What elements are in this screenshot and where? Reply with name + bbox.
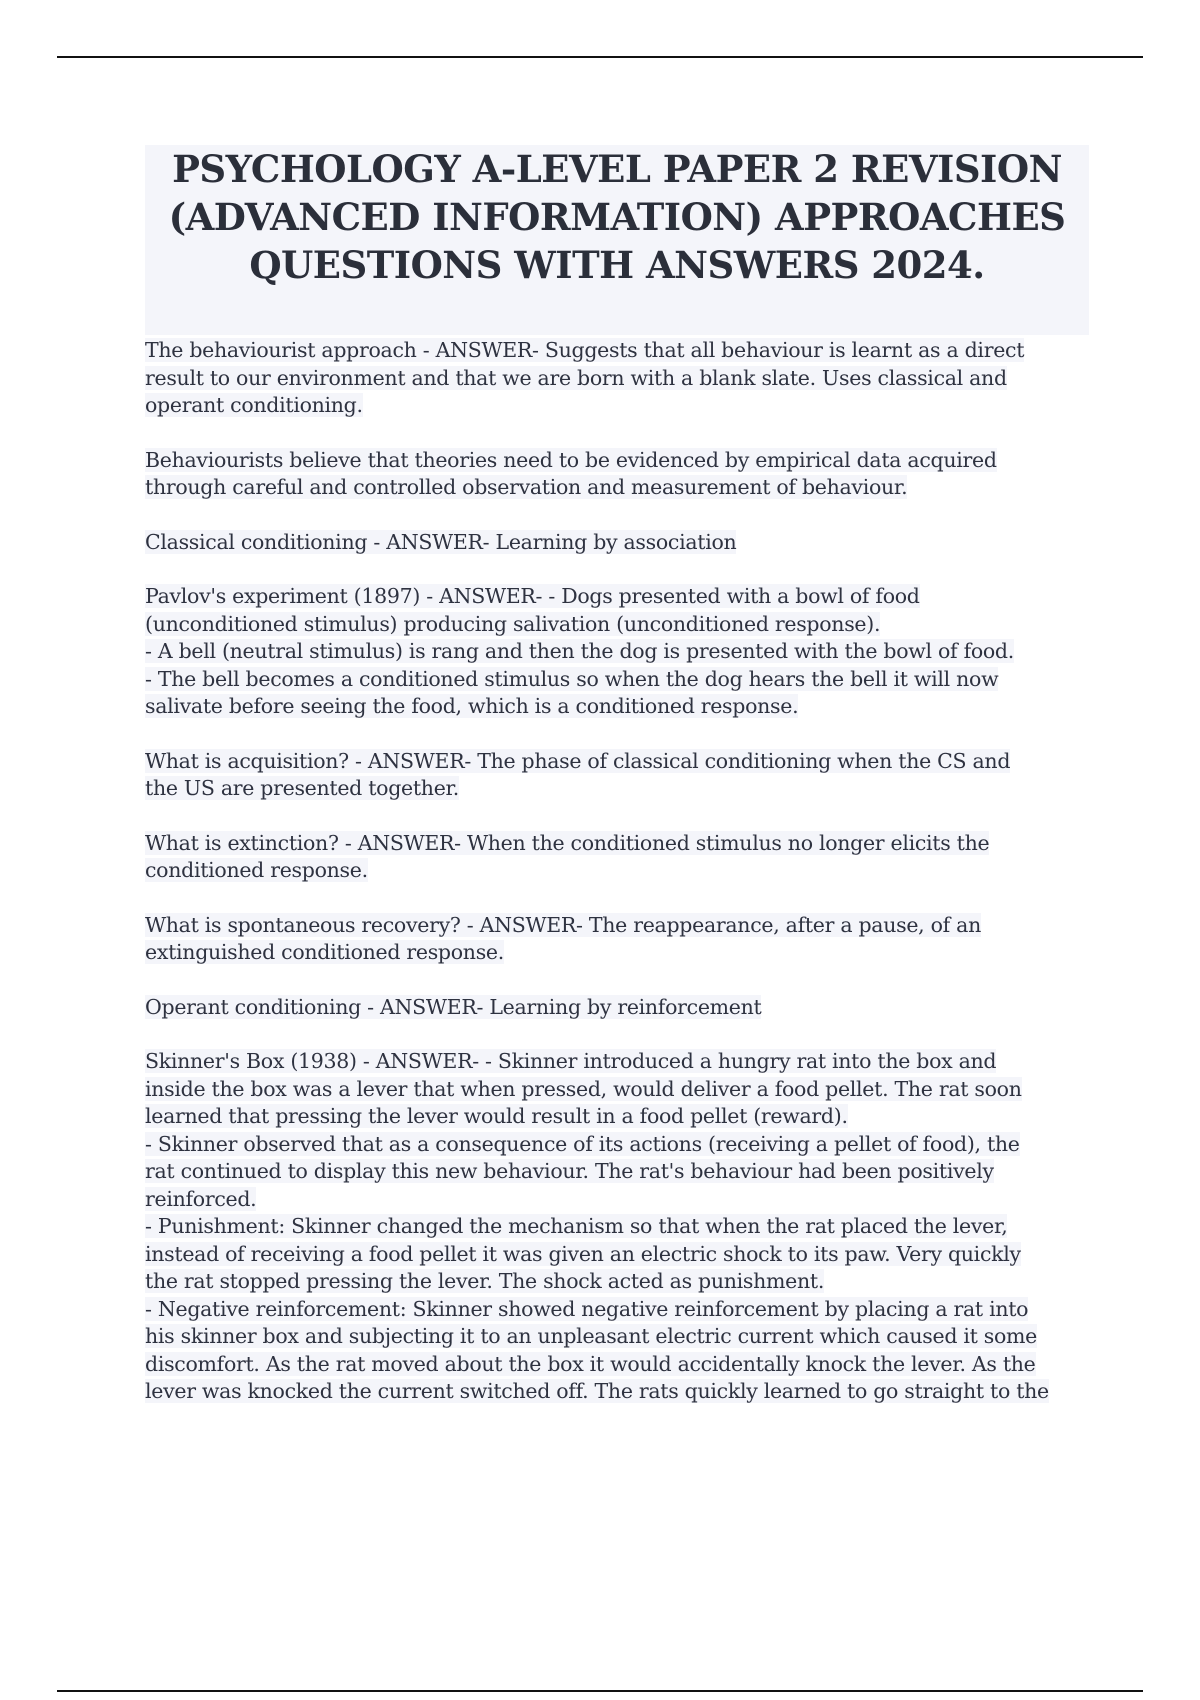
text-line <box>145 1186 1085 1214</box>
paragraph <box>145 447 1085 502</box>
text-line <box>145 1268 1085 1296</box>
title-block <box>145 145 1089 335</box>
text-line-content: operant conditioning. <box>145 393 363 417</box>
text-line <box>145 1103 1085 1131</box>
text-line <box>145 666 1085 694</box>
text-line-content: the rat stopped pressing the lever. The shock acted as punishment. <box>145 1269 825 1293</box>
text-line-content: the US are presented together. <box>145 776 459 800</box>
text-line <box>145 1131 1085 1159</box>
text-line <box>145 337 1085 365</box>
text-line-content: learned that pressing the lever would result in a food pellet (reward). <box>145 1104 848 1128</box>
text-line <box>145 1048 1085 1076</box>
text-line-content: What is extinction? - ANSWER- When the conditioned stimulus no longer elicits the <box>145 830 990 855</box>
text-line <box>145 638 1085 666</box>
text-line-content: lever was knocked the current switched off. The rats quickly learned to go straight to the <box>145 1379 1049 1403</box>
text-line <box>145 1158 1085 1186</box>
text-line-content: (unconditioned stimulus) producing salivation (unconditioned response). <box>145 611 881 636</box>
paragraph <box>145 1048 1085 1406</box>
title-line: (ADVANCED INFORMATION) APPROACHES <box>168 195 1066 239</box>
text-line-content: Operant conditioning - ANSWER- Learning by reinforcement <box>145 994 762 1019</box>
text-line <box>145 529 1085 557</box>
paragraph <box>145 748 1085 803</box>
paragraph <box>145 337 1085 420</box>
text-line <box>145 830 1085 858</box>
title-line: QUESTIONS WITH ANSWERS 2024. <box>249 243 985 287</box>
text-line-content: conditioned response. <box>145 858 368 882</box>
document-body <box>145 337 1085 1433</box>
paragraph <box>145 529 1085 557</box>
text-line-content: The behaviourist approach - ANSWER- Suggests that all behaviour is learnt as a direct <box>145 338 1025 362</box>
paragraph <box>145 994 1085 1022</box>
document-title <box>145 145 1089 289</box>
text-line-content: Classical conditioning - ANSWER- Learning by association <box>145 529 737 554</box>
paragraph <box>145 583 1085 721</box>
text-line <box>145 1378 1085 1406</box>
text-line <box>145 994 1085 1022</box>
text-line-content: Skinner's Box (1938) - ANSWER- - Skinner introduced a hungry rat into the box and <box>145 1049 997 1073</box>
text-line <box>145 365 1085 393</box>
text-line-content: rat continued to display this new behaviour. The rat's behaviour had been positively <box>145 1159 994 1183</box>
text-line <box>145 693 1085 721</box>
text-line-content: inside the box was a lever that when pressed, would deliver a food pellet. The rat soon <box>145 1076 1022 1101</box>
text-line <box>145 1296 1085 1324</box>
text-line-content: through careful and controlled observation and measurement of behaviour. <box>145 475 908 499</box>
text-line <box>145 939 1085 967</box>
paragraph <box>145 830 1085 885</box>
title-line: PSYCHOLOGY A-LEVEL PAPER 2 REVISION <box>172 147 1062 191</box>
text-line-content: Behaviourists believe that theories need to be evidenced by empirical data acquired <box>145 447 997 472</box>
text-line <box>145 775 1085 803</box>
text-line <box>145 1076 1085 1104</box>
text-line-content: instead of receiving a food pellet it was given an electric shock to its paw. Very quickly <box>145 1241 1021 1266</box>
text-line-content: What is acquisition? - ANSWER- The phase of classical conditioning when the CS and <box>145 748 1011 773</box>
text-line-content: - Skinner observed that as a consequence of its actions (receiving a pellet of food), the <box>145 1131 1020 1156</box>
text-line <box>145 857 1085 885</box>
text-line <box>145 1351 1085 1379</box>
text-line-content: result to our environment and that we are born with a blank slate. Uses classical and <box>145 365 1007 390</box>
text-line <box>145 611 1085 639</box>
text-line <box>145 1323 1085 1351</box>
text-line-content: reinforced. <box>145 1186 257 1211</box>
text-line-content: - Negative reinforcement: Skinner showed negative reinforcement by placing a rat into <box>145 1296 1029 1321</box>
text-line <box>145 1213 1085 1241</box>
text-line <box>145 474 1085 502</box>
text-line <box>145 392 1085 420</box>
text-line <box>145 1241 1085 1269</box>
text-line-content: - The bell becomes a conditioned stimulus so when the dog hears the bell it will now <box>145 666 999 691</box>
text-line-content: - A bell (neutral stimulus) is rang and then the dog is presented with the bowl of food. <box>145 639 1014 663</box>
top-rule <box>57 56 1143 58</box>
text-line-content: Pavlov's experiment (1897) - ANSWER- - Dogs presented with a bowl of food <box>145 584 920 608</box>
text-line-content: extinguished conditioned response. <box>145 940 504 964</box>
text-line-content: discomfort. As the rat moved about the box it would accidentally knock the lever. As the <box>145 1351 1036 1376</box>
text-line-content: salivate before seeing the food, which is a conditioned response. <box>145 694 799 718</box>
text-line <box>145 583 1085 611</box>
text-line-content: - Punishment: Skinner changed the mechanism so that when the rat placed the lever, <box>145 1214 1008 1238</box>
text-line <box>145 912 1085 940</box>
paragraph <box>145 912 1085 967</box>
text-line-content: What is spontaneous recovery? - ANSWER- The reappearance, after a pause, of an <box>145 912 981 937</box>
text-line-content: his skinner box and subjecting it to an unpleasant electric current which caused it some <box>145 1324 1038 1348</box>
text-line <box>145 447 1085 475</box>
bottom-rule <box>57 1690 1143 1692</box>
text-line <box>145 748 1085 776</box>
